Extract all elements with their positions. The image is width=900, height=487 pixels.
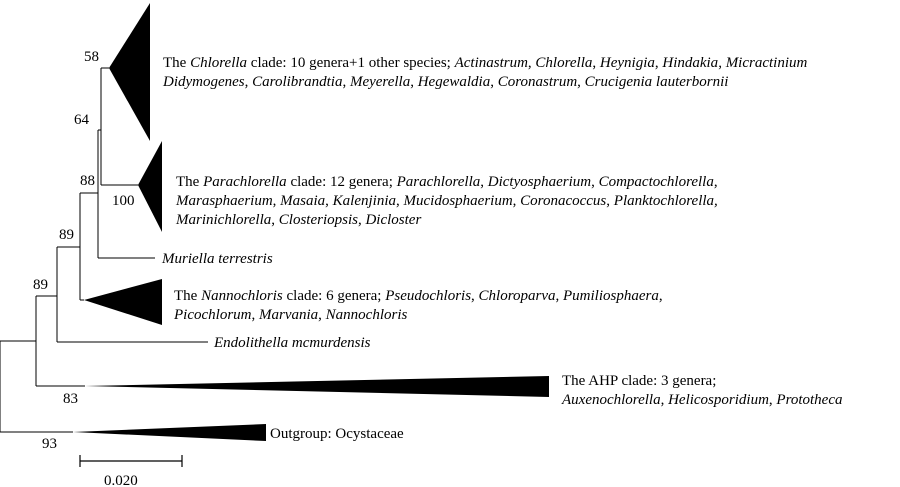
label-text: , (555, 288, 563, 304)
taxon-name: Compactochlorella (598, 174, 714, 190)
support-chlorella-parachlorella: 64 (74, 112, 89, 128)
label-text: , (271, 212, 279, 228)
label-text: , (512, 193, 521, 209)
support-parachlorella: 100 (112, 193, 135, 209)
taxon-name: Pseudochloris (385, 288, 472, 304)
label-text: , (244, 74, 253, 90)
label-text: , (606, 193, 614, 209)
label-text: , (410, 74, 418, 90)
label-text: , (658, 288, 663, 304)
label-text: , (654, 55, 663, 71)
taxon-name: Nannochloris (201, 288, 283, 304)
outgroup-label (270, 426, 404, 442)
muriella-taxon-label (161, 251, 273, 267)
parachlorella-clade-label-line2 (175, 193, 718, 209)
label-text: The (174, 288, 202, 304)
tree-branches (0, 68, 208, 432)
label-text: , (325, 193, 333, 209)
label-text: , (592, 55, 600, 71)
parachlorella-clade-label-line3 (175, 212, 421, 228)
taxon-name: Marvania (258, 307, 319, 323)
taxon-name: Chlorella (190, 55, 248, 71)
taxon-name: Parachlorella (203, 174, 287, 190)
label-text: , (490, 74, 498, 90)
chlorella-clade-triangle (109, 3, 150, 141)
parachlorella-clade-triangle (138, 141, 162, 232)
taxon-name: Kalenjinia (332, 193, 397, 209)
label-text: , (660, 392, 669, 408)
label-text: , (577, 74, 585, 90)
label-text: , (713, 174, 718, 190)
taxon-name: Muriella terrestris (162, 251, 273, 267)
support-chlorella: 58 (84, 49, 99, 65)
label-text: , (471, 288, 479, 304)
taxon-name: Carolibrandtia (252, 74, 343, 90)
ahp-clade-triangle (85, 376, 549, 397)
label-text: , (396, 193, 404, 209)
taxon-name: Meyerella (349, 74, 411, 90)
taxon-name: Actinastrum (454, 55, 528, 71)
label-text: , (251, 307, 259, 323)
support-with-muriella: 88 (80, 173, 95, 189)
taxon-name: Parachlorella (396, 174, 481, 190)
nannochloris-clade-label-line1 (174, 288, 663, 304)
support-ahp: 83 (63, 391, 78, 407)
label-text: , (357, 212, 366, 228)
label-text: Outgroup: Ocystaceae (270, 426, 404, 442)
taxon-name: Marasphaerium (176, 193, 273, 209)
ahp-clade-label-line2 (561, 392, 843, 408)
taxon-name: Mucidosphaerium (403, 193, 513, 209)
label-text: , (591, 174, 599, 190)
label-text: The (176, 174, 204, 190)
chlorella-clade-label-line1 (163, 55, 808, 71)
support-values (33, 49, 135, 452)
taxon-name: Dictyosphaerium (487, 174, 592, 190)
scale-bar-line (80, 455, 182, 467)
label-text: , (480, 174, 488, 190)
label-text: , (768, 392, 777, 408)
support-with-endolithella: 89 (33, 277, 48, 293)
label-text: The (163, 55, 191, 71)
taxon-name: Closteriopsis (278, 212, 358, 228)
taxon-name: Nannochloris (325, 307, 408, 323)
taxon-name: Endolithella mcmurdensis (214, 335, 371, 351)
taxon-name: Crucigenia lauterbornii (584, 74, 729, 90)
scale-bar-label: 0.020 (104, 473, 138, 487)
label-text: , (272, 193, 281, 209)
label-text: The AHP clade: 3 genera; (562, 373, 717, 389)
taxon-name: Helicosporidium (668, 392, 769, 408)
label-text: , (342, 74, 350, 90)
taxon-name: Marinichlorella (176, 212, 272, 228)
endolithella-taxon-label (213, 335, 371, 351)
taxon-name: Pumiliosphaera (563, 288, 659, 304)
support-outgroup: 93 (42, 436, 57, 452)
nannochloris-clade-triangle (84, 279, 162, 325)
taxon-name: Planktochlorella, (613, 193, 718, 209)
taxon-name: Auxenochlorella (562, 392, 661, 408)
label-text: clade: 12 genera; (286, 174, 397, 190)
scale-bar (80, 455, 182, 487)
taxon-name: Coronastrum (497, 74, 578, 90)
label-text: clade: 10 genera+1 other species; (247, 55, 455, 71)
taxon-name: Picochlorum (174, 307, 252, 323)
label-text: , (527, 55, 536, 71)
taxon-name: Masaia (280, 193, 326, 209)
taxon-name: Chlorella (535, 55, 593, 71)
label-text: , (318, 307, 326, 323)
outgroup-clade-triangle (73, 424, 266, 441)
taxon-name: Hegewaldia (417, 74, 491, 90)
label-text: , (718, 55, 726, 71)
taxon-name: Hindakia (662, 55, 719, 71)
nannochloris-clade-label-line2 (173, 307, 407, 323)
taxon-name: Coronacoccus (520, 193, 607, 209)
chlorella-clade-label-line2 (162, 74, 728, 90)
parachlorella-clade-label-line1 (176, 174, 718, 190)
taxon-name: Chloroparva (478, 288, 556, 304)
taxon-name: Didymogenes (163, 74, 245, 90)
taxon-name: Dicloster (365, 212, 422, 228)
taxon-name: Micractinium (725, 55, 808, 71)
support-with-nannochloris: 89 (59, 227, 74, 243)
taxon-name: Heynigia (599, 55, 655, 71)
taxon-name: Prototheca (776, 392, 843, 408)
label-text: clade: 6 genera; (282, 288, 386, 304)
ahp-clade-label-line1 (562, 373, 716, 389)
